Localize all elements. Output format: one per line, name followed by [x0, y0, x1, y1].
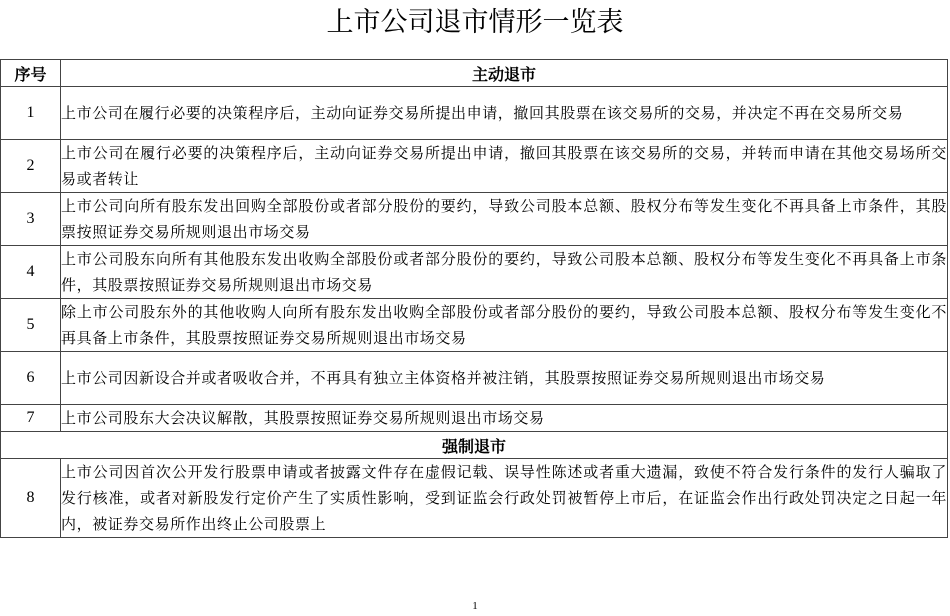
delisting-table	[0, 59, 948, 538]
table-row	[1, 459, 948, 538]
row-index: 2	[1, 140, 61, 193]
table-row	[1, 193, 948, 246]
table-row	[1, 140, 948, 193]
row-index: 6	[1, 352, 61, 405]
table-row	[1, 299, 948, 352]
row-text: 上市公司因首次公开发行股票申请或者披露文件存在虚假记载、误导性陈述或者重大遗漏，致使不符合发行条件的发行人骗取了发行核准，或者对新股发行定价产生了实质性影响，受到证监会行政处罚被暂停上市后，在证监会作出行政处罚决定之日起一年内，被证券交易所作出终止公司股票上	[61, 459, 948, 538]
page-number: 1	[472, 600, 478, 612]
row-text: 上市公司因新设合并或者吸收合并，不再具有独立主体资格并被注销，其股票按照证券交易所规则退出市场交易	[61, 352, 948, 405]
table-row	[1, 352, 948, 405]
forced-section-header: 强制退市	[1, 432, 948, 459]
row-index: 4	[1, 246, 61, 299]
forced-section-row	[1, 432, 948, 459]
row-index: 5	[1, 299, 61, 352]
row-index: 7	[1, 405, 61, 432]
table-row	[1, 87, 948, 140]
row-text: 上市公司股东大会决议解散，其股票按照证券交易所规则退出市场交易	[61, 405, 948, 432]
index-column-header: 序号	[1, 60, 61, 87]
row-index: 8	[1, 459, 61, 538]
row-index: 3	[1, 193, 61, 246]
row-index: 1	[1, 87, 61, 140]
table-row	[1, 405, 948, 432]
table-header-row	[1, 60, 948, 87]
row-text: 上市公司在履行必要的决策程序后，主动向证券交易所提出申请，撤回其股票在该交易所的交易，并决定不再在交易所交易	[61, 87, 948, 140]
row-text: 除上市公司股东外的其他收购人向所有股东发出收购全部股份或者部分股份的要约，导致公司股本总额、股权分布等发生变化不再具备上市条件，其股票按照证券交易所规则退出市场交易	[61, 299, 948, 352]
voluntary-section-header: 主动退市	[61, 60, 948, 87]
page-title: 上市公司退市情形一览表	[326, 7, 624, 38]
table-row	[1, 246, 948, 299]
row-text: 上市公司在履行必要的决策程序后，主动向证券交易所提出申请，撤回其股票在该交易所的交易，并转而申请在其他交易场所交易或者转让	[61, 140, 948, 193]
row-text: 上市公司向所有股东发出回购全部股份或者部分股份的要约，导致公司股本总额、股权分布等发生变化不再具备上市条件，其股票按照证券交易所规则退出市场交易	[61, 193, 948, 246]
row-text: 上市公司股东向所有其他股东发出收购全部股份或者部分股份的要约，导致公司股本总额、股权分布等发生变化不再具备上市条件，其股票按照证券交易所规则退出市场交易	[61, 246, 948, 299]
